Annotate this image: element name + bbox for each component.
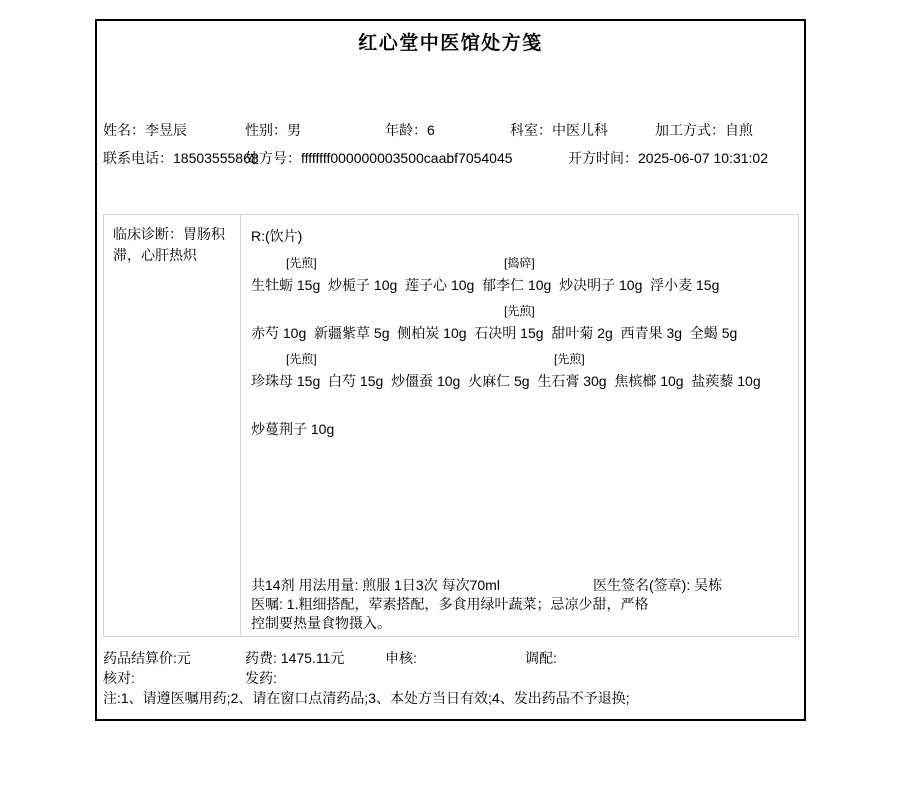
doctor-signature [593,576,722,594]
settlement-price-label: 药品结算价: [103,650,177,666]
processing-method-field [655,122,753,138]
processing-method-value: 自煎 [725,122,753,138]
decoction-annotation: [先煎] [504,304,535,318]
diagnosis-value: 胃肠积滞，心肝热炽 [113,226,225,263]
patient-age-field [385,122,435,138]
review-label: 申核: [385,650,417,666]
patient-name-value: 李昱辰 [145,122,187,138]
patient-sex-field [245,122,301,138]
page-title: 红心堂中医馆处方笺 [358,33,543,54]
prescription-number-label: 处方号： [245,150,301,166]
footer-note: 注:1、请遵医嘱用药;2、请在窗口点清药品;3、本处方当日有效;4、发出药品不予退换; [103,690,630,706]
medicine-line: 生牡蛎 15g 炒栀子 10g 莲子心 10g 郁李仁 10g 炒决明子 10g 浮小麦 15g [251,277,720,293]
processing-method-label: 加工方式： [655,122,725,138]
patient-age-label: 年龄： [385,122,427,138]
patient-name-label: 姓名： [103,122,145,138]
decoction-annotation: [捣碎] [504,256,535,270]
prepare-label: 调配: [525,650,557,666]
decoction-annotation: [先煎] [286,352,317,366]
medicine-line: 珍珠母 15g 白芍 15g 炒僵蚕 10g 火麻仁 5g 生石膏 30g 焦槟榔 10g 盐蒺藜 10g [251,373,761,389]
decoction-annotation: [先煎] [554,352,585,366]
fee-label: 药费: [245,650,281,666]
doctor-signature-label: 医生签名(签章): [593,577,695,593]
prescription-number-field [245,150,513,166]
decoction-annotation: [先煎] [286,256,317,270]
medicine-line: 赤芍 10g 新疆紫草 5g 侧柏炭 10g 石决明 15g 甜叶菊 2g 西青果 3g 全蝎 5g [251,325,738,341]
check-label: 核对: [103,670,135,686]
prescription-body [103,214,799,637]
doctor-signature-value: 吴栋 [694,577,723,593]
fee-field [245,650,344,666]
patient-age-value: 6 [427,122,435,138]
annotation-line [241,255,798,275]
medical-advice: 医嘱: 1.粗细搭配，荤素搭配，多食用绿叶蔬菜；忌凉少甜，严格控制要热量食物摄入。 [251,596,649,631]
phone-label: 联系电话： [103,150,173,166]
patient-sex-label: 性别： [245,122,287,138]
department-field [510,122,608,138]
settlement-price-value: 元 [176,650,191,666]
prescription-number-value: ffffffff000000003500caabf7054045 [301,150,513,166]
issue-time-field [568,150,768,166]
rx-header: R:(饮片) [251,228,303,244]
issue-time-value: 2025-06-07 10:31:02 [638,150,768,166]
patient-sex-value: 男 [287,122,301,138]
department-value: 中医儿科 [552,122,608,138]
issue-time-label: 开方时间： [568,150,638,166]
diagnosis-section [104,215,241,636]
settlement-price-field [103,650,191,666]
annotation-line [241,351,798,371]
department-label: 科室： [510,122,552,138]
patient-name-field [103,122,187,138]
phone-field [103,150,259,166]
phone-value: 18503555868 [173,150,259,166]
dispense-label: 发药: [245,670,277,686]
diagnosis-label: 临床诊断： [113,226,183,242]
rx-section [241,215,798,636]
medicine-line: 炒蔓荆子 10g [251,421,335,437]
usage-line: 共14剂 用法用量: 煎服 1日3次 每次70ml [251,577,500,593]
annotation-line [241,303,798,323]
fee-value: 1475.11元 [280,650,345,666]
